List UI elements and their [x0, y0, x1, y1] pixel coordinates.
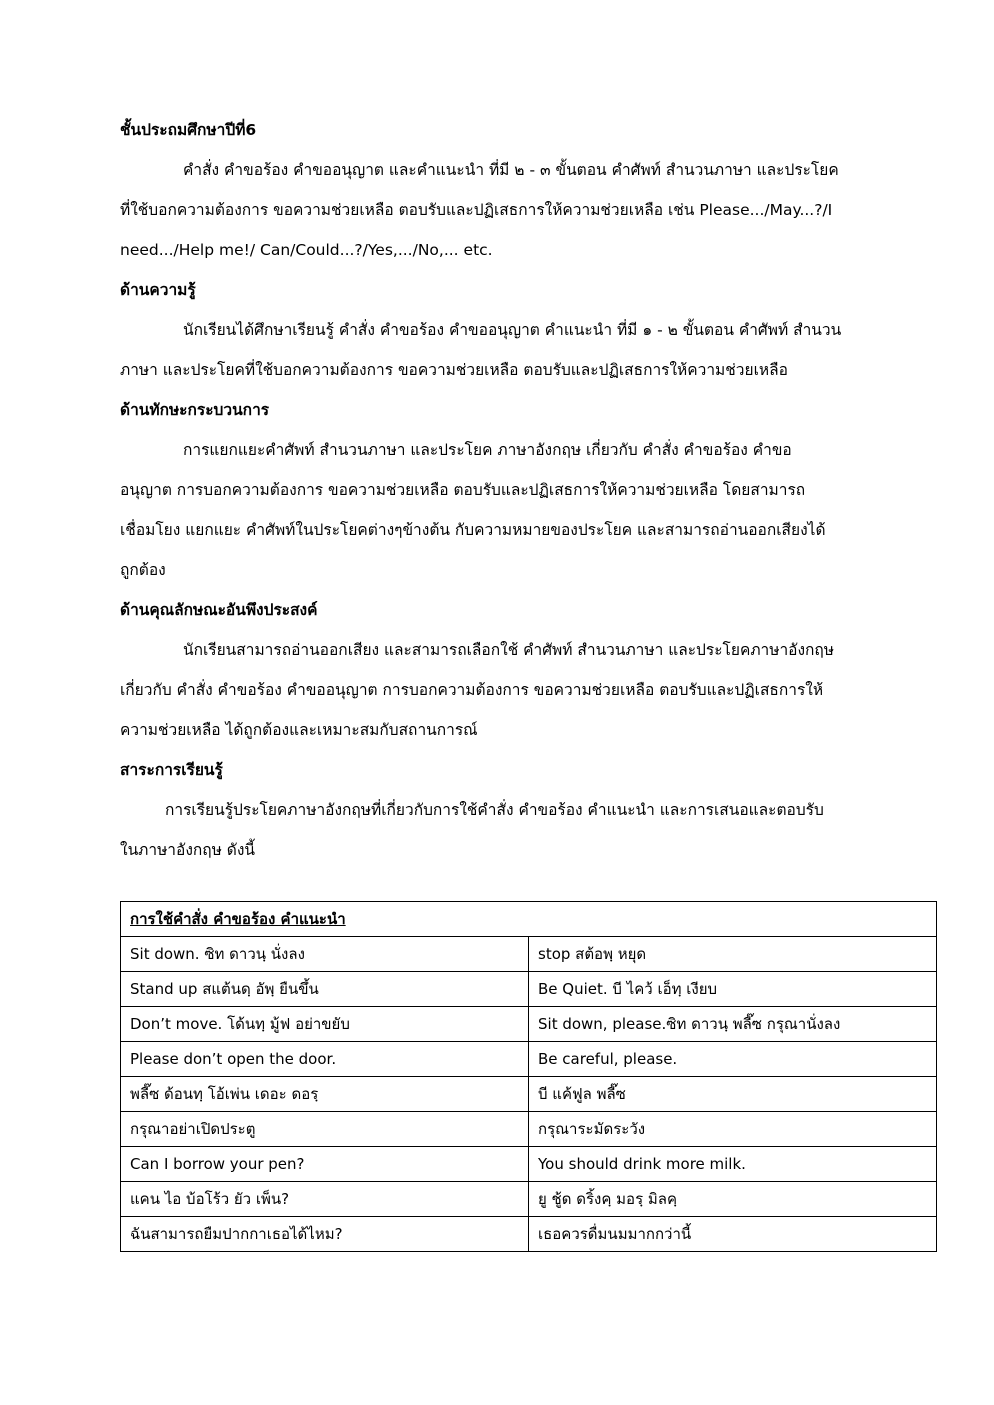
table-cell: Be Quiet. บี ไคว้ เอ็ทฺ เงียบ: [529, 972, 937, 1007]
table-cell: พลี๊ซ ด้อนทฺ โอ้เพ่น เดอะ ดอรฺ: [121, 1077, 529, 1112]
table-cell: You should drink more milk.: [529, 1147, 937, 1182]
table-cell: แคน ไอ บ้อโร้ว ยัว เพ็น?: [121, 1182, 529, 1217]
skills-line: เชื่อมโยง แยกแยะ คำศัพท์ในประโยคต่างๆข้างต้น กับความหมายของประโยค และสามารถอ่านออกเสียงได้: [120, 521, 826, 539]
grade-heading: ชั้นประถมศึกษาปีที่6: [120, 121, 257, 139]
table-cell: Be careful, please.: [529, 1042, 937, 1077]
table-cell: Can I borrow your pen?: [121, 1147, 529, 1182]
attributes-line: นักเรียนสามารถอ่านออกเสียง และสามารถเลือกใช้ คำศัพท์ สำนวนภาษา และประโยคภาษาอังกฤษ: [183, 641, 835, 659]
knowledge-heading: ด้านความรู้: [120, 281, 196, 299]
attributes-heading: ด้านคุณลักษณะอันพึงประสงค์: [120, 601, 318, 619]
skills-line: การแยกแยะคำศัพท์ สำนวนภาษา และประโยค ภาษาอังกฤษ เกี่ยวกับ คำสั่ง คำขอร้อง คำขอ: [183, 441, 792, 459]
content-paragraph: [120, 790, 876, 870]
table-cell: กรุณาระมัดระวัง: [529, 1112, 937, 1147]
content-line: ในภาษาอังกฤษ ดังนี้: [120, 841, 256, 859]
table-title: การใช้คำสั่ง คำขอร้อง คำแนะนำ: [130, 910, 346, 928]
table-cell: ฉันสามารถยืมปากกาเธอได้ไหม?: [121, 1217, 529, 1252]
attributes-paragraph: [120, 630, 876, 750]
table-row: [121, 1182, 937, 1217]
table-cell: Stand up สแต้นดฺ อัพฺ ยืนขึ้น: [121, 972, 529, 1007]
skills-heading: ด้านทักษะกระบวนการ: [120, 401, 270, 419]
table-cell: ยู ชู้ด ดริ้งคฺ มอรฺ มิลคฺ: [529, 1182, 937, 1217]
table-cell: บี แค้ฟูล พลี๊ซ: [529, 1077, 937, 1112]
content-heading: สาระการเรียนรู้: [120, 761, 223, 779]
knowledge-paragraph: [120, 310, 876, 390]
table-row: [121, 1147, 937, 1182]
table-cell: Please don’t open the door.: [121, 1042, 529, 1077]
table-row: [121, 1217, 937, 1252]
knowledge-line: นักเรียนได้ศึกษาเรียนรู้ คำสั่ง คำขอร้อง คำขออนุญาต คำแนะนำ ที่มี ๑ - ๒ ขั้นตอน คำศัพท์ สำนวน: [183, 321, 842, 339]
table-cell: Don’t move. โด้นทฺ มู้ฟ อย่าขยับ: [121, 1007, 529, 1042]
knowledge-line: ภาษา และประโยคที่ใช้บอกความต้องการ ขอความช่วยเหลือ ตอบรับและปฏิเสธการให้ความช่วยเหลือ: [120, 361, 788, 379]
intro-line: ที่ใช้บอกความต้องการ ขอความช่วยเหลือ ตอบรับและปฏิเสธการให้ความช่วยเหลือ เช่น Please.../May...?/I: [120, 201, 833, 219]
intro-paragraph: [120, 150, 876, 270]
intro-line: คำสั่ง คำขอร้อง คำขออนุญาต และคำแนะนำ ที่มี ๒ - ๓ ขั้นตอน คำศัพท์ สำนวนภาษา และประโยค: [183, 161, 839, 179]
table-row: [121, 1007, 937, 1042]
skills-paragraph: [120, 430, 876, 590]
content-line: การเรียนรู้ประโยคภาษาอังกฤษที่เกี่ยวกับการใช้คำสั่ง คำขอร้อง คำแนะนำ และการเสนอและตอบรับ: [165, 801, 824, 819]
table-row: [121, 937, 937, 972]
table-title-row: [121, 902, 937, 937]
table-cell: stop สต้อพฺ หยุด: [529, 937, 937, 972]
skills-line: อนุญาต การบอกความต้องการ ขอความช่วยเหลือ ตอบรับและปฏิเสธการให้ความช่วยเหลือ โดยสามารถ: [120, 481, 806, 499]
skills-line: ถูกต้อง: [120, 561, 166, 579]
table-cell: กรุณาอย่าเปิดประตู: [121, 1112, 529, 1147]
table-row: [121, 1077, 937, 1112]
attributes-line: เกี่ยวกับ คำสั่ง คำขอร้อง คำขออนุญาต การบอกความต้องการ ขอความช่วยเหลือ ตอบรับและปฏิเสธการให้: [120, 681, 824, 699]
table-row: [121, 972, 937, 1007]
document-page: [120, 110, 876, 870]
table-cell: Sit down, please.ซิท ดาวนฺ พลี๊ซ กรุณานั่งลง: [529, 1007, 937, 1042]
table-cell: Sit down. ซิท ดาวนฺ นั่งลง: [121, 937, 529, 972]
table-cell: เธอควรดื่มนมมากกว่านี้: [529, 1217, 937, 1252]
phrases-table: [120, 901, 937, 1252]
table-title-cell: [121, 902, 937, 937]
attributes-line: ความช่วยเหลือ ได้ถูกต้องและเหมาะสมกับสถานการณ์: [120, 721, 478, 739]
table-row: [121, 1112, 937, 1147]
table-row: [121, 1042, 937, 1077]
intro-line: need.../Help me!/ Can/Could...?/Yes,.../No,... etc.: [120, 241, 493, 259]
